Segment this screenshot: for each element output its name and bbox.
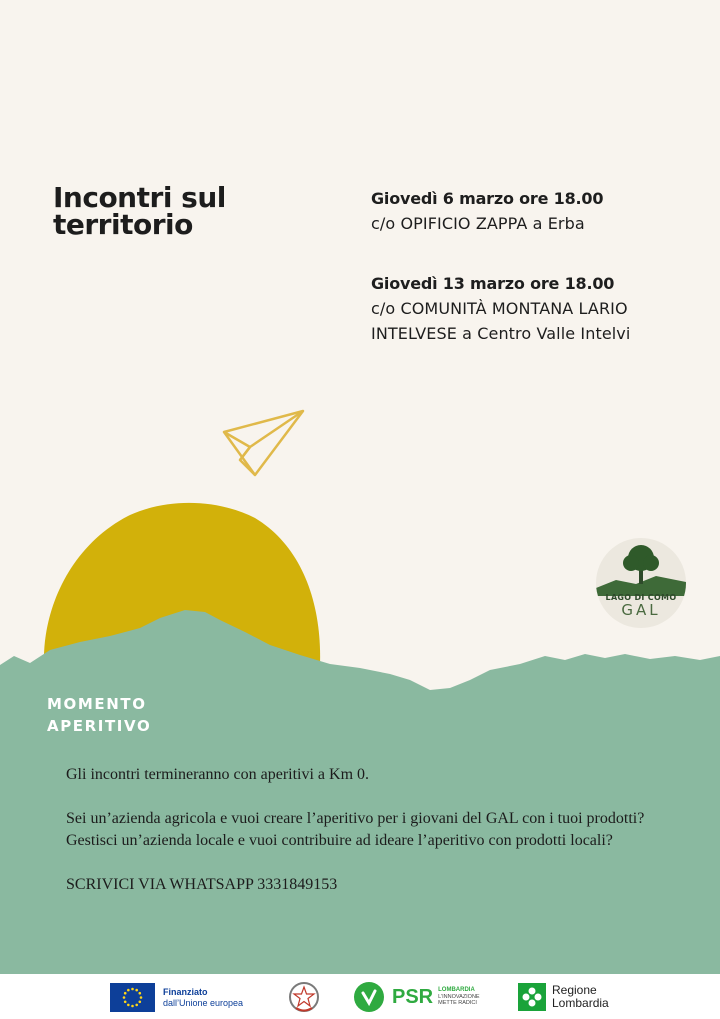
psr-sub-line: L’INNOVAZIONE bbox=[438, 993, 480, 1000]
event-date: Giovedì 13 marzo ore 18.00 bbox=[371, 274, 615, 293]
gal-logo-line2: GAL bbox=[621, 601, 661, 619]
paper-plane-icon bbox=[224, 411, 303, 475]
eu-text-line: Finanziato bbox=[163, 986, 208, 997]
eu-flag-icon bbox=[110, 983, 155, 1012]
region-text-line: Regione bbox=[552, 983, 597, 997]
event-date: Giovedì 6 marzo ore 18.00 bbox=[371, 189, 604, 208]
regione-lombardia-logo bbox=[518, 983, 609, 1011]
event-place: INTELVESE a Centro Valle Intelvi bbox=[371, 324, 631, 343]
psr-logo bbox=[354, 982, 480, 1012]
gal-logo bbox=[596, 538, 686, 628]
psr-leaf-icon bbox=[354, 982, 384, 1012]
event-place: c/o COMUNITÀ MONTANA LARIO bbox=[371, 299, 628, 318]
section-label-line: APERITIVO bbox=[47, 717, 152, 735]
body-question-2: Gestisci un’azienda locale e vuoi contribuire ad ideare l’aperitivo con prodotti locali? bbox=[66, 832, 613, 849]
psr-subtitle bbox=[438, 987, 479, 1007]
psr-sub-line: METTE RADICI bbox=[438, 1000, 477, 1007]
section-label bbox=[47, 693, 247, 737]
eu-logo bbox=[110, 983, 243, 1012]
eu-text bbox=[163, 987, 243, 1009]
gal-logo-line1: LAGO DI COMO bbox=[605, 593, 677, 602]
region-lombardia-icon bbox=[518, 983, 546, 1011]
body-text bbox=[66, 764, 676, 896]
region-text-line: Lombardia bbox=[552, 996, 609, 1010]
body-question-1: Sei un’azienda agricola e vuoi creare l’aperitivo per i giovani del GAL con i tuoi prodotti? bbox=[66, 810, 645, 827]
whatsapp-cta: SCRIVICI VIA WHATSAPP 3331849153 bbox=[66, 876, 338, 893]
footer-logos bbox=[0, 974, 720, 1019]
body-intro: Gli incontri termineranno con aperitivi a Km 0. bbox=[66, 766, 370, 783]
eu-text-line: dall’Unione europea bbox=[163, 997, 244, 1008]
italian-emblem-icon bbox=[287, 980, 321, 1014]
event-place: c/o OPIFICIO ZAPPA a Erba bbox=[371, 214, 585, 233]
page-title: Incontri sul territorio bbox=[53, 181, 226, 241]
region-text bbox=[552, 984, 609, 1010]
psr-word: PSR bbox=[392, 985, 434, 1008]
section-label-line: MOMENTO bbox=[47, 695, 147, 713]
psr-sub-line: LOMBARDIA bbox=[438, 987, 475, 994]
